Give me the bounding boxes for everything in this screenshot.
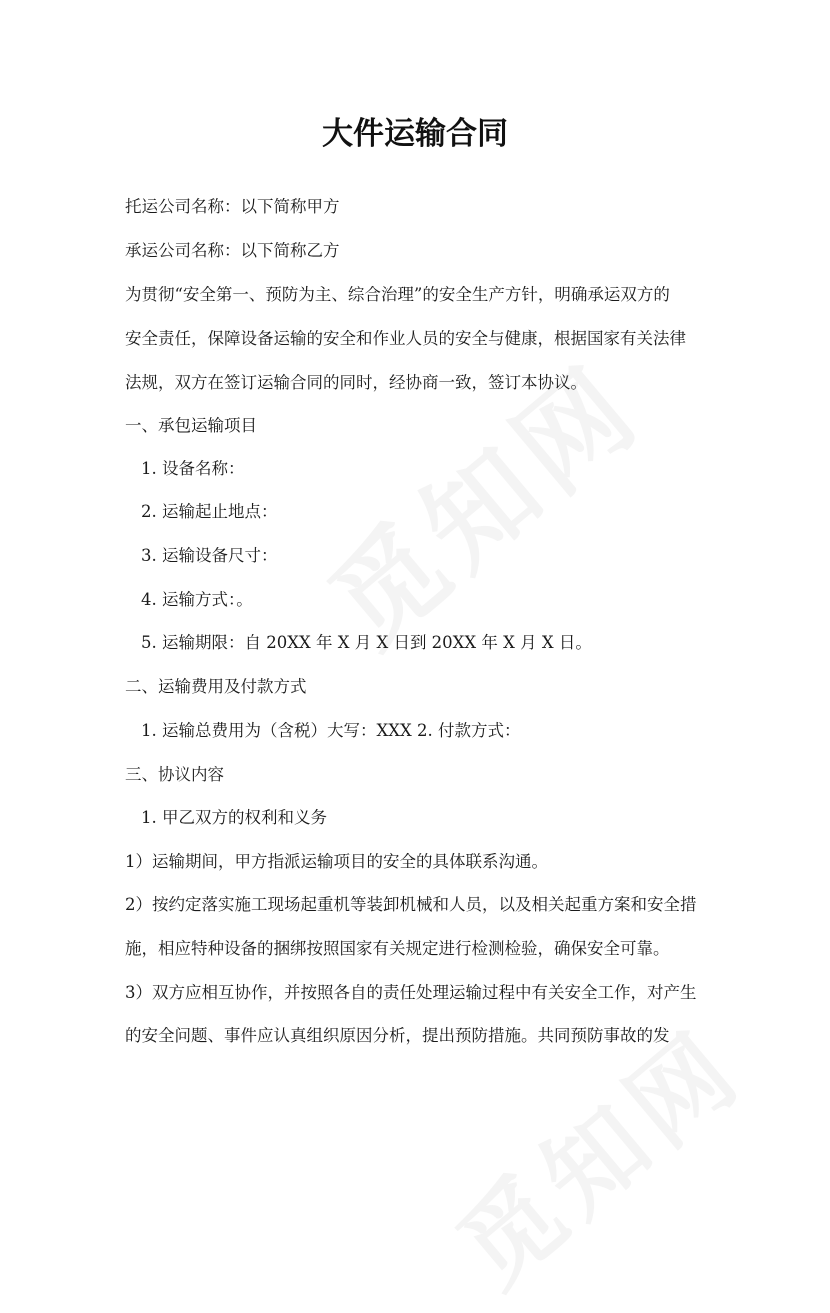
clause-line: 的安全问题、事件应认真组织原因分析，提出预防措施。共同预防事故的发 [125,1026,670,1045]
document-title: 大件运输合同 [322,116,508,152]
list-item: 3. 运输设备尺寸： [141,546,278,565]
clause-line: 施，相应特种设备的捆绑按照国家有关规定进行检测检验，确保安全可靠。 [125,939,670,958]
clause-line: 2）按约定落实施工现场起重机等装卸机械和人员，以及相关起重方案和安全措 [125,895,697,914]
section-heading-2: 二、运输费用及付款方式 [125,677,307,696]
list-item: 1. 甲乙双方的权利和义务 [141,808,327,827]
clause-line: 1）运输期间，甲方指派运输项目的安全的具体联系沟通。 [125,852,548,871]
list-item: 2. 运输起止地点： [141,502,278,521]
list-item: 5. 运输期限：自 20XX 年 X 月 X 日到 20XX 年 X 月 X 日。 [141,633,592,652]
list-item: 1. 运输总费用为（含税）大写：XXX 2. 付款方式： [141,721,521,740]
carrier-name-line: 承运公司名称：以下简称乙方 [125,241,340,260]
section-heading-1: 一、承包运输项目 [125,416,257,435]
clause-line: 3）双方应相互协作，并按照各自的责任处理运输过程中有关安全工作，对产生 [125,983,697,1002]
intro-paragraph-line: 法规，双方在签订运输合同的同时，经协商一致，签订本协议。 [125,373,587,392]
section-heading-3: 三、协议内容 [125,765,224,784]
list-item: 4. 运输方式：。 [141,590,253,609]
intro-paragraph-line: 为贯彻“安全第一、预防为主、综合治理”的安全生产方针，明确承运双方的 [125,285,670,304]
list-item: 1. 设备名称： [141,459,245,478]
intro-paragraph-line: 安全责任，保障设备运输的安全和作业人员的安全与健康，根据国家有关法律 [125,329,686,348]
shipper-name-line: 托运公司名称：以下简称甲方 [125,197,340,216]
